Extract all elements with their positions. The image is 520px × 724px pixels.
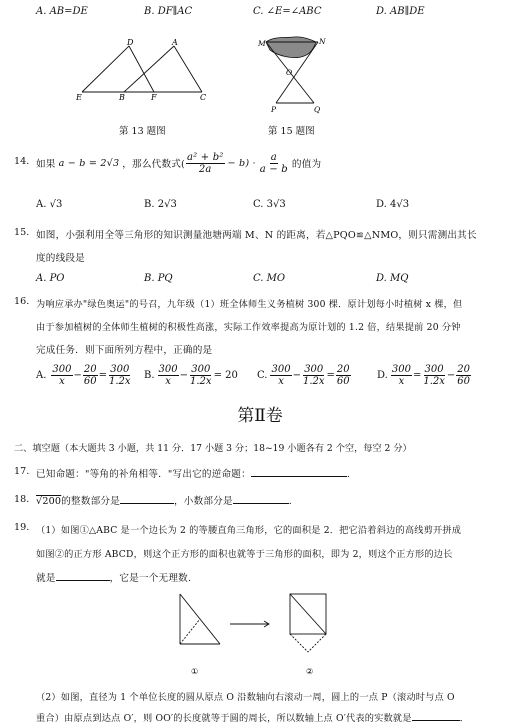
q18-sqrt: √200 [36,496,62,507]
q18-line [36,493,292,507]
q12-option-b: B. DF∥AC [144,6,193,17]
q18-integer-blank[interactable] [120,494,174,504]
q16b-op: − [179,369,189,381]
fig19-label-2: ② [306,667,314,676]
q14-frac1-num: a² + b² [186,151,224,163]
q19-line3-text-b: ，它是一个无理数. [109,573,192,584]
q19-side-blank[interactable] [56,571,110,581]
q19-line-1: （1）如图①△ABC 是一个边长为 2 的等腰直角三角形，它的面积是 2．把它沿着斜边的高线剪开拼成 [36,525,462,536]
q16-option-b-label: B. [144,369,155,381]
q15-line-2: 度的线段是 [36,253,85,264]
fig13-line-ac [174,46,202,92]
q14-option-b: B. 2√3 [144,199,177,210]
q16b-frac2-den: 1.2x [190,375,212,387]
q16c-frac3-den: 60 [336,375,350,387]
q14-condition: a − b = 2√3 [58,157,120,169]
q16b-frac2-num: 300 [191,363,211,375]
q16d-frac2-den: 1.2x [423,375,445,387]
figure-19 [168,588,348,680]
q16-line-1: 为响应承办"绿色奥运"的号召，九年级（1）班全体师生义务植树 300 棵．原计划每小时植树 x 棵，但 [36,299,463,310]
q16a-frac1-den: x [59,375,65,387]
q19-line5-text-a: 重合）由原点到达点 O′，则 OO′的长度就等于圆的周长，所以数轴上点 O′代表的实数就是 [36,713,412,724]
fig13-label-f: F [151,93,157,102]
fig15-label-q: Q [314,105,321,114]
figure-13-caption: 第 13 题图 [119,126,166,137]
part2-heading: 第Ⅱ卷 [237,406,283,426]
q16d-frac3-den: 60 [457,375,470,387]
q19-line-4: （2）如图，直径为 1 个单位长度的圆从原点 O 沿数轴向右滚动一周，圆上的一点 P（滚动时与点 O [36,692,455,703]
q16-option-d [377,362,472,388]
q16-option-b [144,362,238,388]
fig13-line-df [129,46,154,92]
q17-answer-blank[interactable] [251,467,347,477]
section2-header: 二、填空题（本大题共 3 小题，共 11 分．17 小题 3 分；18~19 小题各有 2 个空，每空 2 分） [14,443,412,454]
q14-frac2-den: a − b [259,163,288,175]
q19-line-2: 如图②的正方形 ABCD，则这个正方形的面积也就等于三角形的面积，即为 2，则这个正方形的边长 [36,549,453,560]
figure-15 [256,32,336,114]
q12-option-c: C. ∠E=∠ABC [253,6,322,17]
fig13-label-b: B [119,93,125,102]
fig15-label-o: O [286,68,293,77]
q18-decimal-blank[interactable] [233,494,289,504]
q16a-frac2-num: 20 [83,363,97,375]
q16-line-2: 由于参加植树的全体师生植树的积极性高涨，实际工作效率提高为原计划的 1.2 倍，结果提前 20 分钟 [36,322,461,333]
q15-option-b: B. PQ [144,273,173,284]
q14-option-a: A. √3 [36,199,63,210]
fig19-1-altitude [180,619,200,644]
q14-frac2-num: a [270,151,277,163]
q16c-frac2-num: 300 [304,363,324,375]
q19-real-number-blank[interactable] [412,711,460,721]
q16-number: 16. [14,296,30,307]
q16a-frac-3 [108,364,132,387]
fig15-label-n: N [319,37,326,46]
q16c-op: − [292,369,301,381]
q16-option-a-label: A. [36,369,47,381]
fig13-label-d: D [127,38,134,47]
q16b-frac1-num: 300 [158,363,178,375]
figure-13 [72,36,212,106]
q14-frac1-den: 2a [198,163,212,175]
q14-stem [36,146,321,180]
q15-option-d: D. MQ [376,273,409,284]
fig13-label-e: E [76,93,82,102]
fig19-2-diagonal [290,594,326,634]
fig13-line-ed [82,46,129,92]
q16c-frac-3 [336,364,351,387]
q17-number: 17. [14,466,30,477]
q16c-frac1-den: x [278,375,284,387]
q14-minus-b: − b) · [227,157,256,169]
q16d-frac-3 [456,364,471,387]
q16-option-c-label: C. [257,369,268,381]
fig19-2-dash-1 [290,634,308,652]
q16d-frac-1 [391,364,412,387]
fig15-label-p: P [271,105,277,114]
q15-option-c: C. MO [253,273,286,284]
fig19-2-dash-2 [308,634,326,652]
q16-option-a [36,362,133,388]
fig15-pond [266,37,316,58]
q12-option-a: A. AB=DE [36,6,88,17]
q16c-eq: = [326,369,335,381]
q14-text-after: 的值为 [291,159,322,170]
q16c-frac1-num: 300 [271,363,291,375]
q17-text: 已知命题："等角的补角相等．"写出它的逆命题： [36,469,251,480]
q16-option-d-label: D. [377,369,388,381]
q18-end: . [288,496,293,507]
q16-line-3: 完成任务．则下面所列方程中，正确的是 [36,345,213,356]
q16a-op: − [73,369,82,381]
q19-line3-text-a: 就是 [36,573,56,584]
q19-line-5 [36,710,469,724]
q15-line-1: 如图，小强利用全等三角形的知识测量池塘两端 M、N 的距离，若△PQO≌△NMO，则只需测出其长 [36,230,477,241]
q18-text-2: ，小数部分是 [174,496,233,507]
q16d-op: − [446,369,456,381]
q19-line-3 [36,570,191,584]
q14-text-mid: ，那么代数式( [122,159,185,170]
q14-text-before: 如果 [36,159,56,170]
q15-option-a: A. PO [36,273,65,284]
fig13-line-ba [124,46,174,92]
q16c-frac-1 [270,364,291,387]
fig15-label-m: M [258,39,266,48]
q16a-frac-2 [83,364,98,387]
q16d-frac-2 [422,364,446,387]
q16-option-c [257,362,352,388]
q14-option-d: D. 4√3 [376,199,410,210]
q15-number: 15. [14,227,30,238]
q17-end: . [346,469,351,480]
q16d-eq: = [412,369,422,381]
q14-fraction-2 [259,152,289,175]
q16a-frac3-num: 300 [110,363,130,375]
q16b-frac-1 [158,364,179,387]
q18-number: 18. [14,494,30,505]
q16d-frac1-den: x [398,375,405,387]
q14-number: 14. [14,156,30,167]
fig13-label-a: A [172,38,178,47]
q12-option-d: D. AB∥DE [376,6,425,17]
figure-15-caption: 第 15 题图 [268,126,315,137]
q16d-frac2-num: 300 [424,363,444,375]
q16d-frac1-num: 300 [391,363,411,375]
q16a-frac2-den: 60 [83,375,97,387]
q16a-frac-1 [51,364,72,387]
q16b-frac-2 [189,364,213,387]
q14-option-c: C. 3√3 [253,199,286,210]
q16b-eq: = 20 [213,369,238,381]
q17-line [36,466,350,480]
fig13-label-c: C [200,93,207,102]
q16b-frac1-den: x [165,375,171,387]
q16d-frac3-num: 20 [457,363,470,375]
q14-fraction-1 [186,152,225,175]
q16a-eq: = [98,369,108,381]
q16c-frac3-num: 20 [336,363,350,375]
q16c-frac-2 [302,364,326,387]
q16c-frac2-den: 1.2x [302,375,325,387]
q19-number: 19. [14,522,30,533]
q16a-frac1-num: 300 [52,363,72,375]
q19-line5-text-b: ． [459,713,470,724]
fig19-label-1: ① [191,667,199,676]
q18-text-1: 的整数部分是 [61,496,120,507]
q16a-frac3-den: 1.2x [109,375,131,387]
